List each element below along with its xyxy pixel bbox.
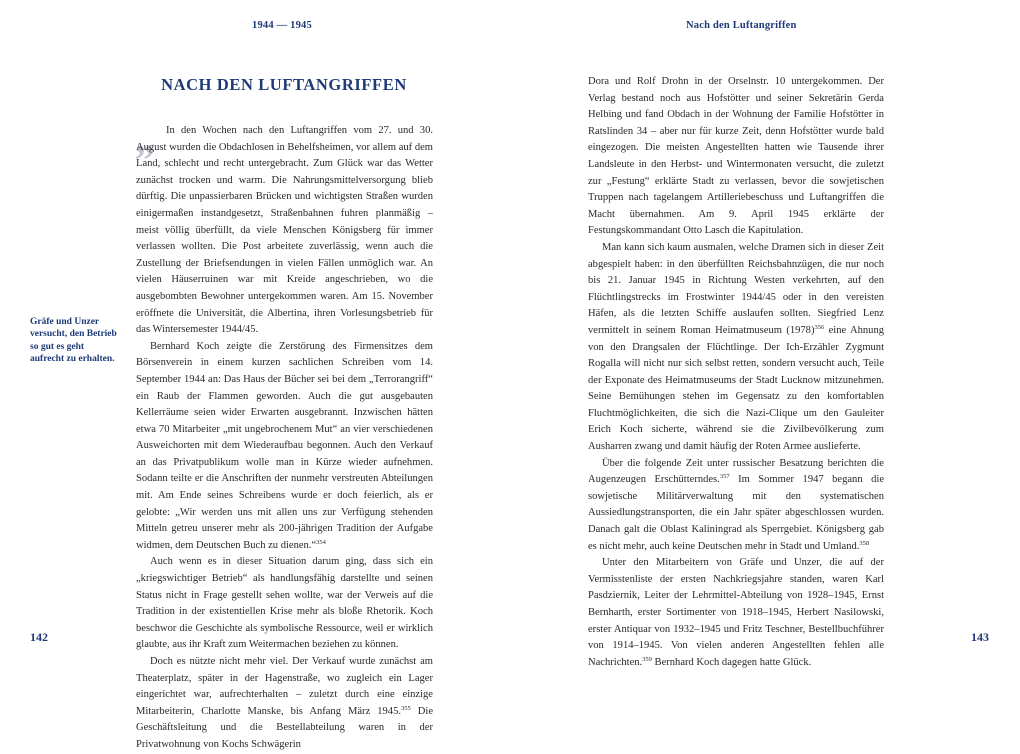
paragraph-right-4: Unter den Mitarbeitern von Gräfe und Unzer, die auf der Vermisstenliste der ersten Nachkriegsjahre standen, waren Karl Pasdziernik, Leiter der Lehrmittel-Abteilung von 1928–1945, Ernst Bernharth, erster Sortimenter von 1918–1945, Herbert Nasilowski, erster Antiquar von 1932–1945 und Fritz Teschner, Bestellbuchführer von 1914–1945. Von vielen anderen Angestellten fehlen alle Nachrichten.$^{359}$ Bernhard Koch dagegen hatte Glück. [588,557,884,668]
paragraph-left-3: Auch wenn es in dieser Situation darum ging, dass sich ein „kriegswichtiger Betrieb“ als handlungsfähig darstellte und seinen Status nicht in Frage gestellt sehen wollte, war der Verweis auf die Tradition in der existentiellen Krise mehr als bloße Rhetorik. Koch beschwor die Geschichte als symbolische Ressource, weil er wirklich glaubte, aus ihr Kraft zum Weitermachen beziehen zu können. [136,556,433,651]
body-text-right [588,74,884,671]
page-number-left: 142 [30,630,48,644]
margin-note: Gräfe und Unzer versucht, den Betrieb so gut es geht aufrecht zu erhalten. [30,317,117,364]
paragraph-right-3: Über die folgende Zeit unter russischer Besatzung berichten die Augenzeugen Erschütterndes.$^{357}$ Im Sommer 1947 begann die sowjetische Militärverwaltung mit den systematischen Aussiedlungstransporten, die ein Jahr später abgeschlossen wurden. Danach galt die Oblast Kaliningrad als Sperrgebiet. Königsberg gab es nicht mehr, auch keine Deutschen mehr in Stadt und Umland.$^{358}$ [588,457,884,552]
right-page [510,0,1020,667]
footnote-ref-358[interactable]: 358 [859,539,870,547]
running-head-left: 1944 — 1945 [252,20,312,31]
footnote-ref-359[interactable]: 359 [642,655,652,663]
footnote-ref-356[interactable]: 356 [814,323,825,331]
page-number-right: 143 [971,630,989,644]
footnote-ref-357[interactable]: 357 [719,473,730,481]
footnote-ref-355[interactable]: 355 [401,704,411,712]
footnote-ref-354[interactable]: 354 [316,538,326,546]
paragraph-left-4: Doch es nützte nicht mehr viel. Der Verkauf wurde zunächst am Theaterplatz, später in der Hagenstraße, wo zugleich ein Lager eingerichtet war, aufrechterhalten – zuletzt durch eine einzige Mitarbeiterin, Charlotte Manske, bis Anfang März 1945.$^{355}$ Die Geschäftsleitung und die Bestellabteilung waren in der Privatwohnung von Kochs Schwägerin [136,656,433,750]
chapter-title: NACH DEN LUFTANGRIFFEN [161,75,407,94]
paragraph-left-1: In den Wochen nach den Luftangriffen vom 27. und 30. August wurden die Obdachlosen in Behelfsheimen, vor allem auf dem Land, schlecht und recht untergebracht. Zum Glück war das Wetter zunächst trocken und warm. Die Nahrungsmittelversorgung blieb dürftig. Die unpassierbaren Brücken und wichtigsten Straßen wurden einigermaßen instandgesetzt, Straßenbahnen fuhren planmäßig – meist völlig überfüllt, da viele Menschen Königsberg für immer verlassen wollten. Die Post arbeitete zuverlässig, wenn auch die Zustellung der Briefsendungen in vielen Fällen unmöglich war. An vielen Häuserruinen war mit Kreide angeschrieben, wo die ausgebombten Bewohner untergekommen waren. Am 15. November eröffnete die Universität, die Albertina, ihren Vorlesungsbetrieb für das Wintersemester 1944/45. [136,125,433,336]
paragraph-right-1: Dora und Rolf Drohn in der Orselnstr. 10 untergekommen. Der Verlag bestand noch aus Hofstötter und seiner Sekretärin Gerda Helbing und fand Obdach in der Wohnung der Familie Hofstötter in Ratslinden 34 – aber nur für kurze Zeit, denn Hofstötter wurde bald eingezogen. Die meisten Angestellten hatten wie Tausende ihrer Landsleute in den Herbst- und Wintermonaten versucht, die zuletzt zur „Festung“ erklärte Stadt zu verlassen, bevor die sowjetischen Truppen nach tagelangem Artilleriebeschuss und Luftangriffen die Macht übernahmen. Am 9. April 1945 erklärte der Festungskommandant Otto Lasch die Kapitulation. [588,76,884,237]
decorative-quote-mark: „ [136,116,157,162]
body-text-left [136,123,433,754]
running-head-right: Nach den Luftangriffen [686,20,797,31]
left-page [0,0,510,750]
paragraph-left-2: Bernhard Koch zeigte die Zerstörung des Firmensitzes dem Börsenverein in einem kurzen sachlichen Schreiben vom 14. September 1944 an: Das Haus der Bücher sei bei dem „Terrorangriff“ ein Raub der Flammen geworden. Auch die gut ausgebauten Kellerräume seien wider Erwarten ausgebrannt. Inzwischen hätten etwa 70 Mitarbeiter „mit ungebrochenem Mut“ an vier verschiedenen Ausweichorten mit dem Wiederaufbau begonnen. Auch den Verkauf an das Privatpublikum wolle man in Kürze wieder aufnehmen. Sodann teilte er die Anschriften der nunmehr verstreuten Abteilungen mit. Am Ende seines Schreibens wurde er doch feierlich, als er gelobte: „Wir werden uns mit allen uns zur Verfügung stehenden Mitteln getreu unserer mehr als 200-jährigen Tradition der Aufgabe widmen, dem Deutschen Buch zu dienen.“$^{354}$ [136,340,433,551]
paragraph-right-2: Man kann sich kaum ausmalen, welche Dramen sich in dieser Zeit abgespielt haben: in den überfüllten Reichsbahnzügen, die nur noch bis 21. Januar 1945 in Richtung Westen verkehrten, auf den Flüchtlingstrecks im Frostwinter 1944/45 oder in den vereisten Häfen, als die letzten Schiffe auslaufen sollten. Siegfried Lenz vermittelt in seinem Roman Heimatmuseum $(1978)^{356}$ eine Ahnung von den Drangsalen der Flüchtlinge. Der Ich-Erzähler Zygmunt Rogalla will nicht nur sich selbst retten, sondern versucht auch, Teile der Exponate des Heimatmuseums der Stadt Lucknow mitzunehmen. Seine Bemühungen stehen im Gegensatz zu den komfortablen Fluchtmöglichkeiten, die sich die Nazi-Clique um den Gauleiter Erich Koch sicherte, während sie die Zivilbevölkerung zum Ausharren zwang und damit häufig der Roten Armee auslieferte. [588,241,884,453]
